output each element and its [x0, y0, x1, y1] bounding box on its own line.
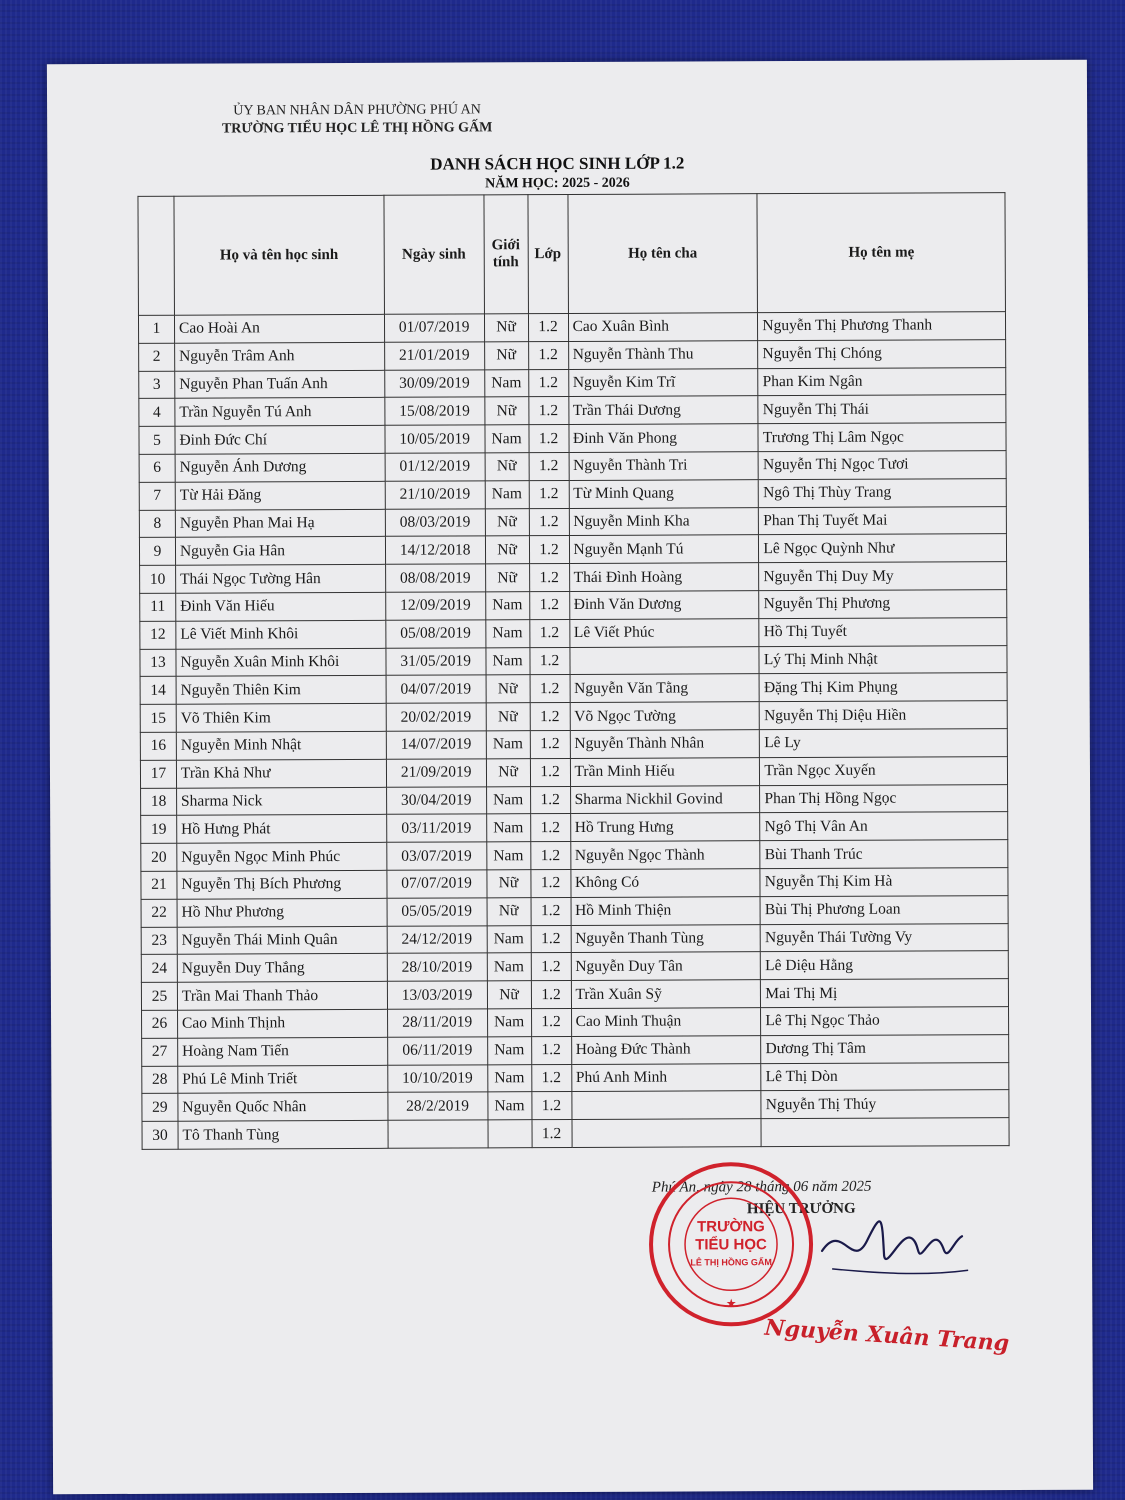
cell-name: Nguyễn Phan Tuấn Anh	[175, 370, 385, 399]
cell-name: Cao Minh Thịnh	[177, 1009, 387, 1038]
cell-father: Nguyễn Minh Kha	[569, 507, 759, 536]
cell-mother: Bùi Thị Phương Loan	[760, 895, 1008, 924]
cell-mother: Trương Thị Lâm Ngọc	[758, 423, 1006, 452]
col-dob: Ngày sinh	[384, 195, 484, 314]
cell-gender: Nữ	[485, 508, 529, 536]
cell-name: Sharma Nick	[176, 787, 386, 816]
col-class: Lớp	[528, 195, 568, 314]
cell-father: Trần Xuân Sỹ	[571, 980, 761, 1009]
cell-name: Nguyễn Phan Mai Hạ	[175, 509, 385, 538]
authority-line: ỦY BAN NHÂN DÂN PHƯỜNG PHÚ AN	[233, 102, 481, 119]
cell-mother: Dương Thị Tâm	[761, 1034, 1009, 1063]
cell-mother: Nguyễn Thị Thái	[758, 395, 1006, 424]
cell-father: Từ Minh Quang	[569, 479, 759, 508]
cell-class: 1.2	[529, 452, 569, 480]
cell-mother: Nguyễn Thị Diệu Hiền	[760, 701, 1008, 730]
col-father: Họ tên cha	[567, 194, 757, 314]
cell-dob: 24/12/2019	[387, 925, 487, 953]
cell-father: Nguyễn Văn Tằng	[570, 674, 760, 703]
table-row	[139, 478, 1006, 510]
cell-dob: 30/04/2019	[386, 786, 486, 814]
cell-dob: 20/02/2019	[386, 703, 486, 731]
signing-date: Phú An, ngày 28 tháng 06 năm 2025	[651, 1178, 872, 1196]
seal-line-1: TRƯỜNG	[697, 1218, 765, 1236]
cell-dob: 05/05/2019	[387, 898, 487, 926]
cell-dob: 10/10/2019	[387, 1064, 487, 1092]
cell-stt: 14	[140, 677, 176, 705]
cell-mother: Nguyễn Thị Phương	[759, 590, 1007, 619]
col-student-name: Họ và tên học sinh	[174, 195, 384, 315]
cell-mother: Đặng Thị Kim Phụng	[759, 673, 1007, 702]
cell-gender: Nam	[486, 842, 530, 870]
cell-dob: 14/07/2019	[386, 731, 486, 759]
cell-gender: Nữ	[485, 536, 529, 564]
cell-name: Nguyễn Xuân Minh Khôi	[176, 648, 386, 677]
cell-stt: 19	[141, 816, 177, 844]
table-row	[142, 1007, 1009, 1039]
cell-stt: 3	[139, 371, 175, 399]
cell-class: 1.2	[531, 897, 571, 925]
cell-name: Phú Lê Minh Triết	[178, 1065, 388, 1094]
cell-mother: Ngô Thị Thùy Trang	[759, 478, 1007, 507]
cell-class: 1.2	[530, 758, 570, 786]
cell-stt: 8	[139, 510, 175, 538]
cell-gender: Nam	[486, 647, 530, 675]
cell-father: Nguyễn Thành Nhân	[570, 730, 760, 759]
cell-class: 1.2	[531, 953, 571, 981]
table-row	[142, 1034, 1009, 1066]
cell-class: 1.2	[528, 369, 568, 397]
cell-class: 1.2	[528, 341, 568, 369]
cell-class: 1.2	[531, 1008, 571, 1036]
cell-dob: 12/09/2019	[385, 592, 485, 620]
cell-class: 1.2	[529, 591, 569, 619]
cell-mother: Nguyễn Thị Duy My	[759, 562, 1007, 591]
cell-father: Thái Đình Hoàng	[569, 563, 759, 592]
cell-father: Cao Xuân Bình	[568, 313, 758, 342]
cell-dob: 28/11/2019	[387, 1009, 487, 1037]
cell-mother: Nguyễn Thị Ngọc Tươi	[758, 451, 1006, 480]
cell-class: 1.2	[531, 981, 571, 1009]
cell-dob: 21/10/2019	[385, 481, 485, 509]
cell-name: Tô Thanh Tùng	[178, 1120, 388, 1149]
cell-mother: Lê Diệu Hằng	[761, 951, 1009, 980]
table-row	[140, 562, 1007, 594]
cell-name: Lê Viết Minh Khôi	[176, 620, 386, 649]
cell-stt: 10	[140, 565, 176, 593]
cell-gender: Nữ	[484, 341, 528, 369]
cell-dob: 01/07/2019	[384, 314, 484, 342]
cell-dob: 28/2/2019	[388, 1092, 488, 1120]
cell-name: Trần Khả Như	[176, 759, 386, 788]
cell-gender: Nam	[486, 814, 530, 842]
cell-mother: Lê Thị Ngọc Thảo	[761, 1007, 1009, 1036]
table-row	[139, 367, 1006, 399]
cell-class: 1.2	[530, 675, 570, 703]
cell-class: 1.2	[531, 1036, 571, 1064]
table-row	[140, 756, 1007, 788]
cell-gender: Nữ	[486, 870, 530, 898]
cell-name: Trần Mai Thanh Thảo	[177, 981, 387, 1010]
cell-dob: 07/07/2019	[387, 870, 487, 898]
cell-mother: Nguyễn Thị Chóng	[758, 339, 1006, 368]
cell-stt: 2	[139, 343, 175, 371]
cell-name: Hoàng Nam Tiến	[178, 1037, 388, 1066]
cell-class: 1.2	[529, 508, 569, 536]
svg-text:★: ★	[725, 1296, 737, 1311]
cell-dob: 04/07/2019	[386, 675, 486, 703]
table-row	[138, 312, 1005, 344]
principal-signature	[812, 1210, 972, 1281]
cell-class: 1.2	[530, 703, 570, 731]
table-row	[142, 1090, 1009, 1122]
cell-dob: 08/08/2019	[385, 564, 485, 592]
document-title: DANH SÁCH HỌC SINH LỚP 1.2	[430, 153, 685, 174]
cell-mother: Nguyễn Thị Thúy	[761, 1090, 1009, 1119]
table-row	[140, 645, 1007, 677]
cell-father: Nguyễn Thanh Tùng	[571, 924, 761, 953]
cell-mother: Phan Thị Tuyết Mai	[759, 506, 1007, 535]
cell-father: Lê Viết Phúc	[569, 618, 759, 647]
school-year: NĂM HỌC: 2025 - 2026	[485, 175, 630, 192]
cell-name: Đinh Văn Hiếu	[176, 592, 386, 621]
cell-dob: 08/03/2019	[385, 508, 485, 536]
cell-stt: 29	[142, 1094, 178, 1122]
cell-gender: Nam	[486, 786, 530, 814]
cell-class: 1.2	[529, 647, 569, 675]
cell-gender: Nam	[487, 953, 531, 981]
cell-gender: Nữ	[486, 703, 530, 731]
table-row	[140, 617, 1007, 649]
cell-stt: 24	[141, 955, 177, 983]
cell-name: Nguyễn Ngọc Minh Phúc	[177, 842, 387, 871]
col-gender: Giới tính	[484, 195, 528, 314]
table-row	[139, 451, 1006, 483]
cell-mother: Nguyễn Thị Kim Hà	[760, 868, 1008, 897]
cell-father: Trần Thái Dương	[568, 396, 758, 425]
cell-name: Nguyễn Minh Nhật	[176, 731, 386, 760]
cell-mother: Phan Kim Ngân	[758, 367, 1006, 396]
cell-stt: 20	[141, 843, 177, 871]
cell-stt: 16	[140, 732, 176, 760]
table-row	[139, 339, 1006, 371]
table-row	[141, 784, 1008, 816]
cell-father: Phú Anh Minh	[571, 1063, 761, 1092]
cell-stt: 12	[140, 621, 176, 649]
col-mother: Họ tên mẹ	[757, 193, 1005, 313]
cell-stt: 11	[140, 593, 176, 621]
table-row	[141, 840, 1008, 872]
cell-gender: Nam	[486, 731, 530, 759]
cell-gender: Nam	[485, 480, 529, 508]
student-table	[137, 192, 1009, 1150]
cell-class: 1.2	[532, 1120, 572, 1148]
table-row	[139, 534, 1006, 566]
cell-father: Nguyễn Mạnh Tú	[569, 535, 759, 564]
cell-gender: Nữ	[486, 675, 530, 703]
cell-name: Võ Thiên Kim	[176, 703, 386, 732]
table-row	[139, 506, 1006, 538]
principal-title: HIỆU TRƯỞNG	[746, 1200, 856, 1218]
cell-father: Đinh Văn Phong	[568, 424, 758, 453]
cell-dob: 30/09/2019	[384, 369, 484, 397]
cell-name: Nguyễn Quốc Nhân	[178, 1093, 388, 1122]
cell-father: Hồ Trung Hưng	[570, 813, 760, 842]
cell-stt: 1	[138, 315, 174, 343]
cell-dob: 03/07/2019	[386, 842, 486, 870]
cell-father: Đinh Văn Dương	[569, 591, 759, 620]
cell-dob: 13/03/2019	[387, 981, 487, 1009]
table-row	[141, 979, 1008, 1011]
cell-gender: Nam	[487, 1036, 531, 1064]
cell-father: Cao Minh Thuận	[571, 1008, 761, 1037]
cell-gender: Nam	[487, 1009, 531, 1037]
cell-gender: Nam	[487, 1064, 531, 1092]
table-row	[139, 423, 1006, 455]
cell-stt: 15	[140, 704, 176, 732]
cell-gender: Nữ	[484, 397, 528, 425]
cell-father: Hồ Minh Thiện	[571, 896, 761, 925]
cell-class: 1.2	[529, 480, 569, 508]
document-page	[47, 60, 1093, 1495]
cell-father	[571, 1091, 761, 1120]
cell-class: 1.2	[531, 1092, 571, 1120]
cell-stt: 7	[139, 482, 175, 510]
table-row	[140, 729, 1007, 761]
cell-father	[572, 1119, 762, 1148]
seal-line-3: LÊ THỊ HỒNG GẤM	[690, 1257, 772, 1268]
cell-mother: Phan Thị Hồng Ngọc	[760, 784, 1008, 813]
cell-mother: Bùi Thanh Trúc	[760, 840, 1008, 869]
cell-stt: 13	[140, 649, 176, 677]
cell-father: Võ Ngọc Tường	[570, 702, 760, 731]
cell-dob: 14/12/2018	[385, 536, 485, 564]
cell-class: 1.2	[529, 536, 569, 564]
cell-mother: Lý Thị Minh Nhật	[759, 645, 1007, 674]
cell-father: Trần Minh Hiếu	[570, 757, 760, 786]
cell-father: Hoàng Đức Thành	[571, 1035, 761, 1064]
cell-stt: 4	[139, 399, 175, 427]
cell-stt: 28	[142, 1066, 178, 1094]
cell-dob: 03/11/2019	[386, 814, 486, 842]
cell-name: Hồ Hưng Phát	[177, 815, 387, 844]
cell-mother: Hồ Thị Tuyết	[759, 617, 1007, 646]
cell-dob: 06/11/2019	[387, 1037, 487, 1065]
cell-name: Nguyễn Duy Thắng	[177, 954, 387, 983]
cell-father: Không Có	[570, 869, 760, 898]
cell-gender	[488, 1120, 532, 1148]
cell-mother: Nguyễn Thái Tường Vy	[760, 923, 1008, 952]
table-row	[141, 923, 1008, 955]
cell-class: 1.2	[530, 730, 570, 758]
cell-mother: Nguyễn Thị Phương Thanh	[758, 312, 1006, 341]
school-seal	[646, 1159, 817, 1330]
table-row	[140, 590, 1007, 622]
table-row	[141, 951, 1008, 983]
cell-class: 1.2	[530, 842, 570, 870]
table-row	[141, 812, 1008, 844]
cell-gender: Nữ	[487, 981, 531, 1009]
cell-dob: 15/08/2019	[385, 397, 485, 425]
cell-name: Nguyễn Gia Hân	[175, 537, 385, 566]
cell-dob: 31/05/2019	[386, 647, 486, 675]
cell-class: 1.2	[531, 925, 571, 953]
table-body	[138, 312, 1009, 1150]
cell-dob: 01/12/2019	[385, 453, 485, 481]
cell-name: Cao Hoài An	[174, 314, 384, 343]
cell-mother: Lê Ngọc Quỳnh Như	[759, 534, 1007, 563]
table-row	[142, 1062, 1009, 1094]
cell-stt: 9	[139, 538, 175, 566]
table-row	[141, 868, 1008, 900]
cell-gender: Nữ	[485, 564, 529, 592]
cell-stt: 25	[141, 982, 177, 1010]
cell-stt: 30	[142, 1121, 178, 1149]
cell-dob	[388, 1120, 488, 1148]
cell-name: Từ Hải Đăng	[175, 481, 385, 510]
cell-stt: 6	[139, 454, 175, 482]
cell-name: Hồ Như Phương	[177, 898, 387, 927]
cell-mother	[761, 1118, 1009, 1147]
cell-dob: 05/08/2019	[386, 620, 486, 648]
cell-name: Nguyễn Thái Minh Quân	[177, 926, 387, 955]
cell-name: Nguyễn Ánh Dương	[175, 453, 385, 482]
cell-stt: 27	[142, 1038, 178, 1066]
cell-class: 1.2	[528, 397, 568, 425]
cell-gender: Nam	[485, 619, 529, 647]
cell-class: 1.2	[530, 786, 570, 814]
cell-father: Nguyễn Thành Thu	[568, 340, 758, 369]
school-name: TRƯỜNG TIỂU HỌC LÊ THỊ HỒNG GẤM	[221, 120, 493, 137]
cell-mother: Lê Thị Dòn	[761, 1062, 1009, 1091]
table-row	[142, 1118, 1009, 1150]
cell-class: 1.2	[529, 564, 569, 592]
cell-name: Nguyễn Trâm Anh	[175, 342, 385, 371]
cell-name: Đinh Đức Chí	[175, 425, 385, 454]
cell-stt: 17	[140, 760, 176, 788]
signer-name: Nguyễn Xuân Trang	[763, 1314, 1010, 1357]
cell-stt: 21	[141, 871, 177, 899]
table-row	[139, 395, 1006, 427]
cell-gender: Nữ	[485, 453, 529, 481]
cell-stt: 26	[142, 1010, 178, 1038]
table-row	[140, 701, 1007, 733]
cell-gender: Nam	[487, 925, 531, 953]
cell-stt: 22	[141, 899, 177, 927]
cell-mother: Trần Ngọc Xuyến	[760, 756, 1008, 785]
cell-father: Nguyễn Kim Trĩ	[568, 368, 758, 397]
cell-dob: 21/09/2019	[386, 759, 486, 787]
cell-gender: Nữ	[486, 758, 530, 786]
cell-name: Nguyễn Thiên Kim	[176, 676, 386, 705]
cell-dob: 28/10/2019	[387, 953, 487, 981]
cell-name: Trần Nguyễn Tú Anh	[175, 398, 385, 427]
cell-mother: Lê Ly	[760, 729, 1008, 758]
cell-father: Sharma Nickhil Govind	[570, 785, 760, 814]
cell-mother: Ngô Thị Vân An	[760, 812, 1008, 841]
cell-father: Nguyễn Ngọc Thành	[570, 841, 760, 870]
cell-father	[569, 646, 759, 675]
cell-stt: 23	[141, 927, 177, 955]
cell-class: 1.2	[531, 1064, 571, 1092]
cell-mother: Mai Thị Mị	[761, 979, 1009, 1008]
cell-gender: Nữ	[487, 897, 531, 925]
cell-gender: Nam	[485, 592, 529, 620]
cell-gender: Nam	[484, 369, 528, 397]
cell-father: Nguyễn Duy Tân	[571, 952, 761, 981]
seal-line-2: TIỂU HỌC	[695, 1236, 767, 1254]
cell-father: Nguyễn Thành Tri	[569, 452, 759, 481]
cell-class: 1.2	[528, 314, 568, 342]
cell-gender: Nam	[487, 1092, 531, 1120]
col-stt	[138, 196, 174, 315]
cell-class: 1.2	[530, 814, 570, 842]
cell-name: Thái Ngọc Tường Hân	[176, 564, 386, 593]
cell-stt: 5	[139, 426, 175, 454]
cell-class: 1.2	[530, 869, 570, 897]
cell-gender: Nam	[485, 425, 529, 453]
cell-class: 1.2	[529, 619, 569, 647]
cell-gender: Nữ	[484, 314, 528, 342]
cell-dob: 21/01/2019	[384, 342, 484, 370]
table-header-row	[138, 193, 1006, 316]
cell-stt: 18	[141, 788, 177, 816]
table-row	[140, 673, 1007, 705]
cell-dob: 10/05/2019	[385, 425, 485, 453]
cell-class: 1.2	[529, 425, 569, 453]
table-row	[141, 895, 1008, 927]
cell-name: Nguyễn Thị Bích Phương	[177, 870, 387, 899]
